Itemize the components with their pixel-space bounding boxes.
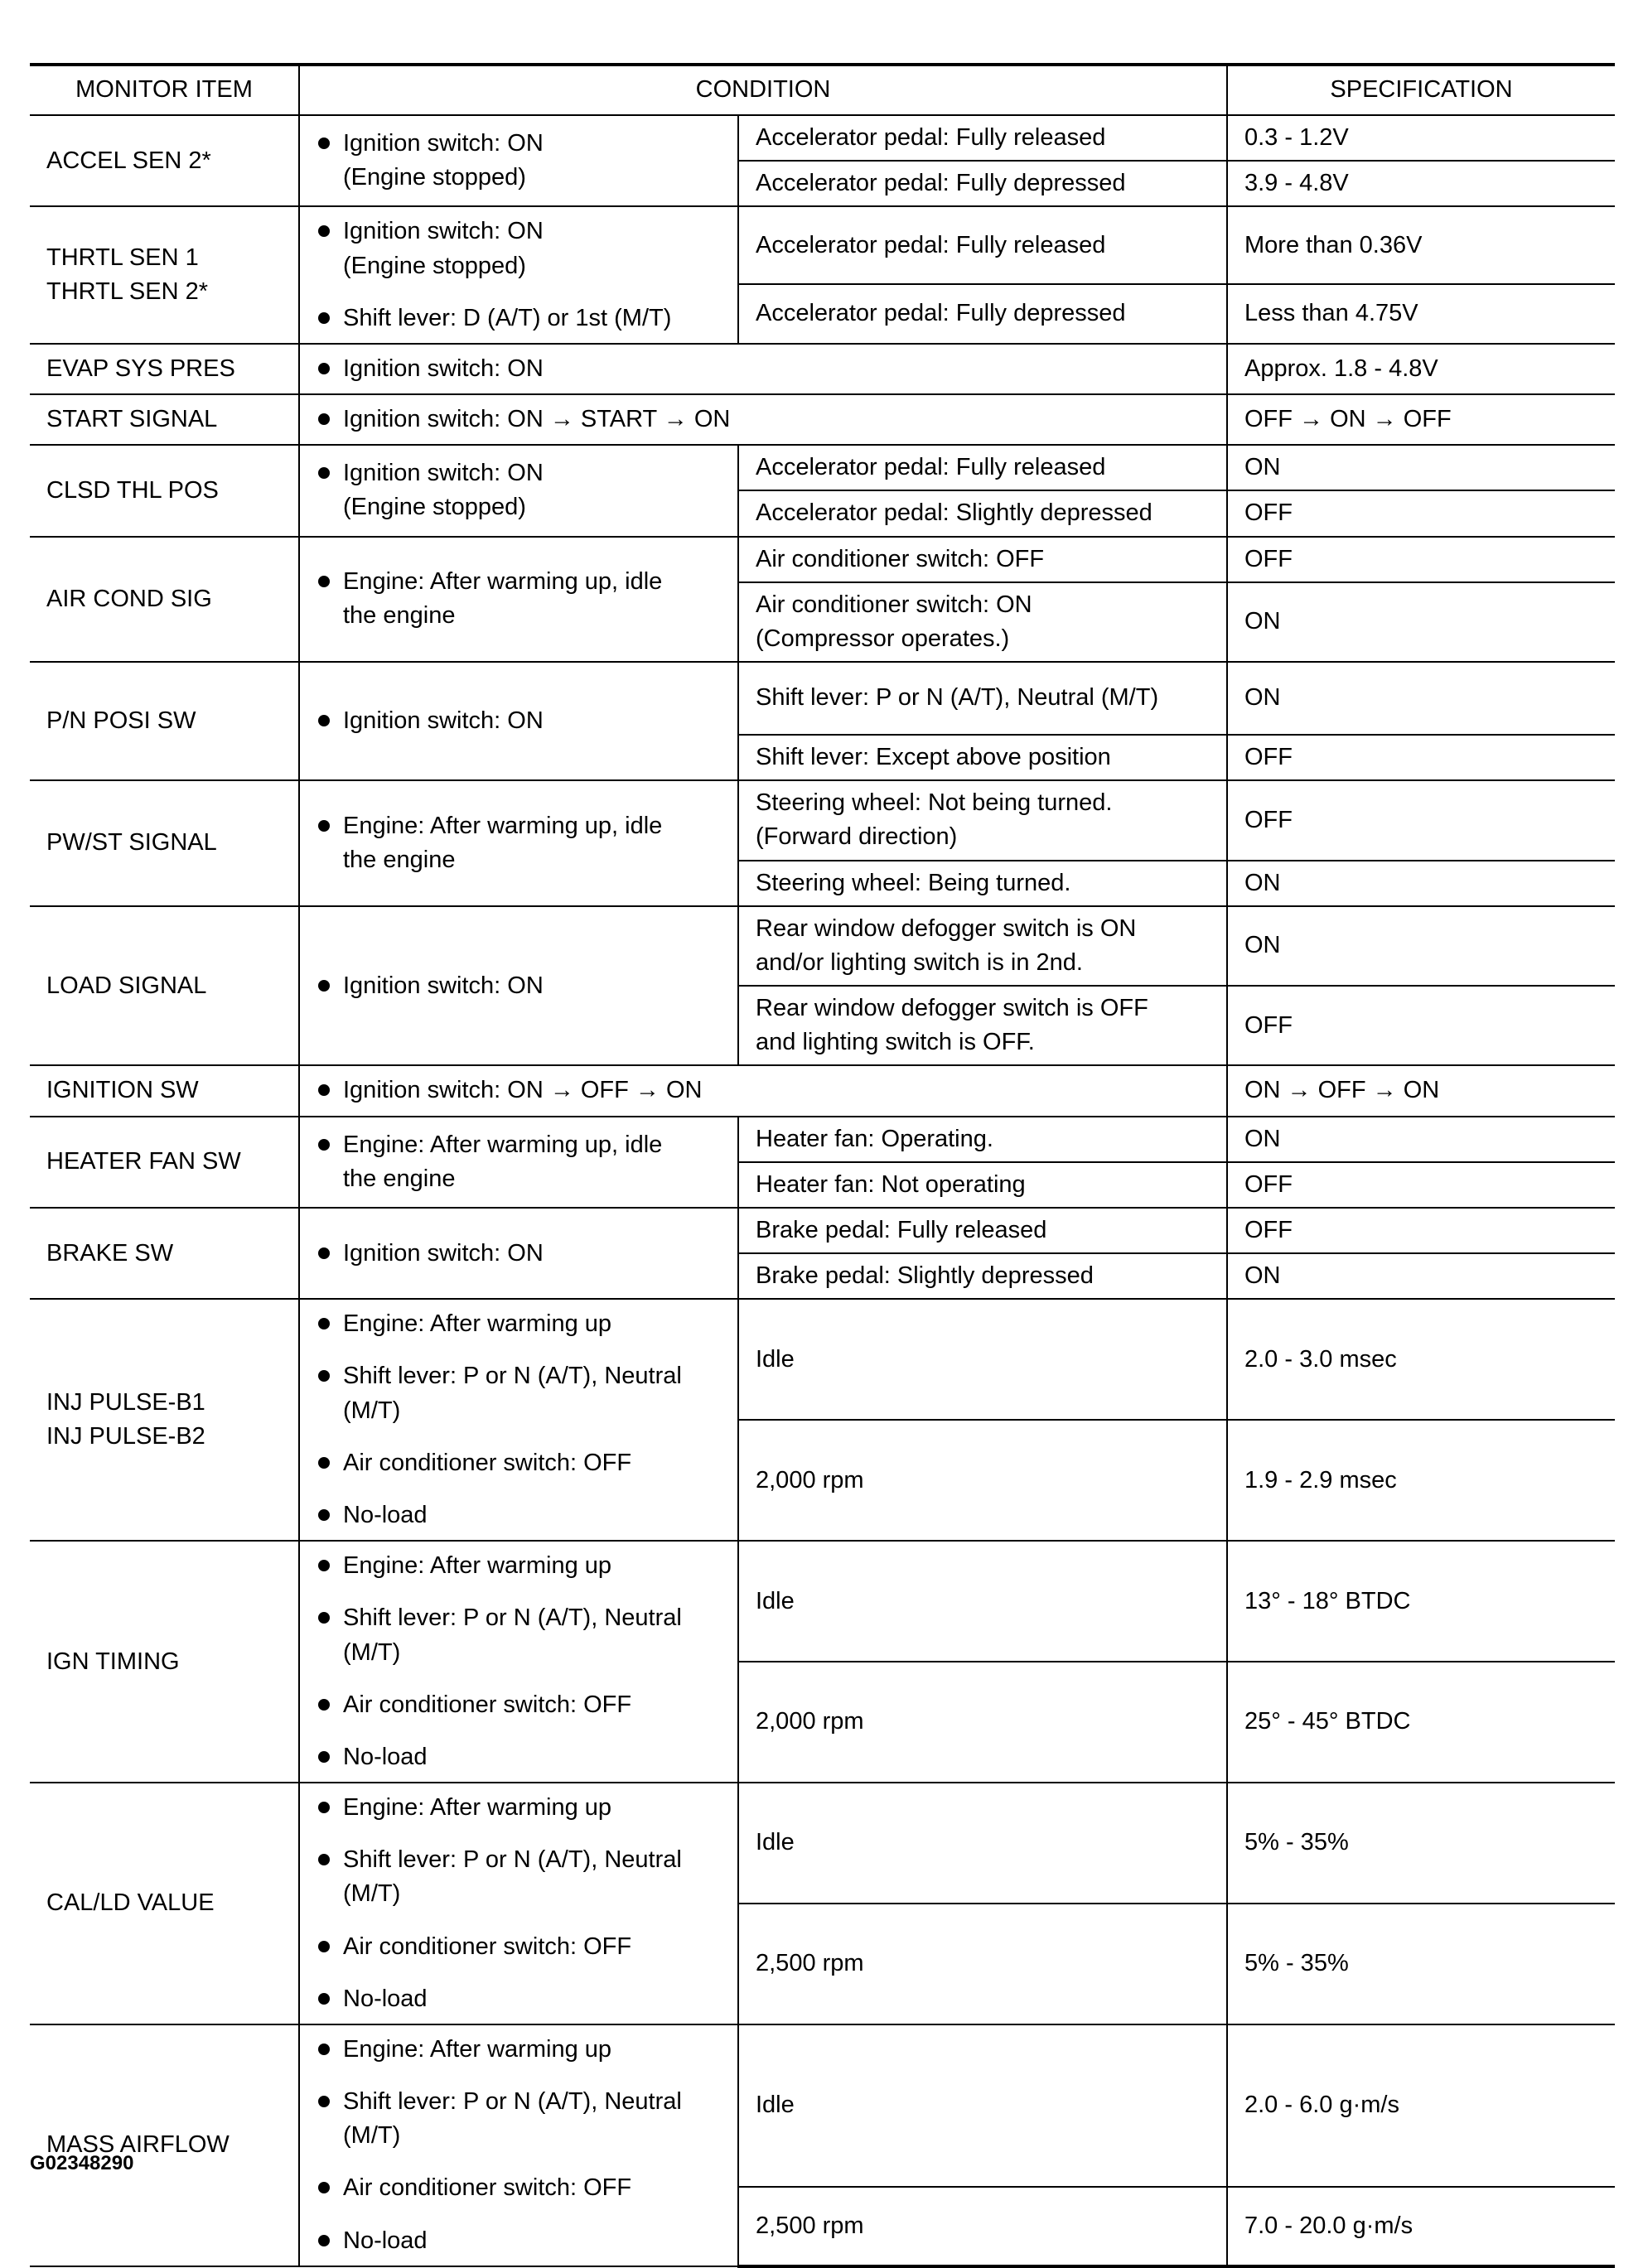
bullet-dot-icon [318,2235,330,2246]
monitor-item-cell [30,1208,299,1299]
sub-condition-cell: Heater fan: Not operating [738,1162,1227,1208]
specification-cell: 1.9 - 2.9 msec [1227,1420,1615,1541]
table-header-row [30,65,1615,115]
specification-cell: ON [1227,662,1615,735]
table-row [30,394,1615,445]
condition-bullet [317,1074,1210,1107]
specification-cell: 2.0 - 3.0 msec [1227,1299,1615,1420]
condition-bullet [317,302,721,335]
bullet-dot-icon [318,1247,330,1259]
monitor-item-cell [30,662,299,780]
bullet-dot-icon [318,1941,330,1952]
condition-text: Ignition switch: ON (Engine stopped) [343,130,544,191]
condition-text: Ignition switch: ON [343,355,544,382]
bullet-dot-icon [318,312,330,324]
specification-cell: OFF [1227,986,1615,1065]
table-row [30,1783,1615,1904]
sub-condition-cell: Steering wheel: Not being turned. (Forward direction) [738,780,1227,860]
specification-cell: OFF [1227,735,1615,780]
table-row [30,1208,1615,1253]
specification-cell: Less than 4.75V [1227,284,1615,344]
bullet-dot-icon [318,1699,330,1711]
condition-text: Air conditioner switch: OFF [343,1449,632,1476]
header-specification: SPECIFICATION [1227,65,1615,115]
condition-cell [299,206,738,344]
condition-bullet [317,1446,721,1480]
condition-bullet [317,1982,721,2016]
sub-condition-cell: Rear window defogger switch is ON and/or lighting switch is in 2nd. [738,906,1227,986]
specification-cell: ON [1227,906,1615,986]
specification-cell: ON [1227,861,1615,906]
monitor-item-cell [30,1299,299,1541]
condition-text: Engine: After warming up, idle the engine [343,812,663,873]
figure-id: G02348290 [30,2152,134,2174]
bullet-dot-icon [318,138,330,149]
condition-cell [299,1299,738,1541]
sub-condition-cell: Brake pedal: Fully released [738,1208,1227,1253]
bullet-dot-icon [318,2096,330,2107]
bullet-dot-icon [318,1318,330,1329]
table-row [30,2024,1615,2187]
condition-bullet [317,1930,721,1964]
table-row [30,115,1615,161]
header-monitor-item: MONITOR ITEM [30,65,299,115]
condition-text: Ignition switch: ON → START → ON [343,406,731,433]
condition-bullet [317,2171,721,2205]
bullet-dot-icon [318,576,330,587]
sub-condition-cell: 2,000 rpm [738,1420,1227,1541]
condition-text: Ignition switch: ON (Engine stopped) [343,460,544,521]
table-row [30,662,1615,735]
monitor-item-name: MASS AIRFLOW [46,2131,230,2159]
condition-cell [299,1208,738,1299]
table-row [30,1065,1615,1116]
sub-condition-cell: Air conditioner switch: OFF [738,537,1227,582]
monitor-item-cell [30,344,299,394]
condition-bullet [317,2033,721,2067]
specification-cell: 5% - 35% [1227,1904,1615,2024]
sub-condition-cell: Idle [738,2024,1227,2187]
header-condition: CONDITION [299,65,1227,115]
sub-condition-cell: Accelerator pedal: Fully released [738,206,1227,284]
condition-cell [299,445,738,536]
monitor-item-name: INJ PULSE-B2 [46,1423,205,1450]
condition-cell [299,1117,738,1208]
specification-cell: ON → OFF → ON [1227,1065,1615,1116]
bullet-dot-icon [318,1457,330,1469]
condition-bullet [317,2085,721,2153]
condition-bullet [317,1128,721,1196]
specification-cell: 3.9 - 4.8V [1227,161,1615,206]
condition-cell [299,1783,738,2024]
condition-text: No-load [343,1743,428,1770]
monitor-item-cell [30,206,299,344]
sub-condition-cell: Brake pedal: Slightly depressed [738,1253,1227,1299]
condition-bullet [317,1498,721,1532]
monitor-item-name: START SIGNAL [46,406,218,433]
condition-text: Air conditioner switch: OFF [343,1691,632,1718]
condition-bullet [317,2224,721,2258]
bullet-dot-icon [318,715,330,726]
condition-text: Ignition switch: ON [343,707,544,735]
condition-bullet [317,1549,721,1583]
bullet-dot-icon [318,1509,330,1521]
condition-text: Shift lever: D (A/T) or 1st (M/T) [343,304,672,331]
condition-text: Shift lever: P or N (A/T), Neutral (M/T) [343,1846,682,1908]
bullet-dot-icon [318,2182,330,2193]
bullet-dot-icon [318,1560,330,1571]
bullet-dot-icon [318,1370,330,1382]
monitor-item-name: CAL/LD VALUE [46,1889,215,1917]
condition-text: Engine: After warming up [343,1310,612,1338]
specification-cell: 7.0 - 20.0 g·m/s [1227,2187,1615,2266]
monitor-item-cell [30,906,299,1066]
monitor-item-name: THRTL SEN 2* [46,278,208,306]
condition-text: No-load [343,2227,428,2254]
bullet-dot-icon [318,225,330,237]
table-row [30,1299,1615,1420]
condition-bullet [317,456,721,524]
bullet-dot-icon [318,1802,330,1813]
monitor-item-name: IGN TIMING [46,1648,180,1675]
monitor-item-cell [30,537,299,663]
condition-text: Engine: After warming up, idle the engine [343,568,663,630]
bullet-dot-icon [318,413,330,425]
condition-text: Shift lever: P or N (A/T), Neutral (M/T) [343,1363,682,1424]
monitor-item-name: P/N POSI SW [46,707,196,735]
sub-condition-cell: Accelerator pedal: Fully depressed [738,284,1227,344]
bullet-dot-icon [318,1139,330,1151]
condition-bullet [317,1237,721,1271]
specification-cell: Approx. 1.8 - 4.8V [1227,344,1615,394]
condition-text: Engine: After warming up, idle the engine [343,1131,663,1192]
condition-text: Shift lever: P or N (A/T), Neutral (M/T) [343,2088,682,2150]
condition-text: Ignition switch: ON → OFF → ON [343,1077,703,1104]
specification-cell: ON [1227,1253,1615,1299]
table-row [30,1541,1615,1662]
specification-cell: OFF → ON → OFF [1227,394,1615,445]
condition-bullet [317,127,721,195]
condition-bullet [317,352,1210,386]
bullet-dot-icon [318,363,330,374]
sub-condition-cell: 2,500 rpm [738,1904,1227,2024]
condition-bullet [317,1688,721,1722]
bullet-dot-icon [318,1751,330,1763]
bullet-dot-icon [318,980,330,992]
specification-cell: 25° - 45° BTDC [1227,1662,1615,1783]
sub-condition-cell: Accelerator pedal: Slightly depressed [738,490,1227,536]
sub-condition-cell: Accelerator pedal: Fully depressed [738,161,1227,206]
specification-cell: More than 0.36V [1227,206,1615,284]
sub-condition-cell: Air conditioner switch: ON (Compressor operates.) [738,582,1227,662]
condition-text: Engine: After warming up [343,1794,612,1822]
table-row [30,906,1615,986]
table-row [30,445,1615,490]
monitor-item-name: IGNITION SW [46,1077,199,1104]
condition-cell [299,2024,738,2266]
table-row [30,344,1615,394]
monitor-item-name: AIR COND SIG [46,585,212,612]
bullet-dot-icon [318,1084,330,1096]
sub-condition-cell: Shift lever: Except above position [738,735,1227,780]
specification-cell: OFF [1227,537,1615,582]
monitor-item-cell [30,1065,299,1116]
condition-text: Air conditioner switch: OFF [343,1933,632,1960]
specification-cell: 0.3 - 1.2V [1227,115,1615,161]
sub-condition-cell: Steering wheel: Being turned. [738,861,1227,906]
condition-cell [299,394,1227,445]
condition-text: No-load [343,1985,428,2012]
sub-condition-cell: Idle [738,1299,1227,1420]
sub-condition-cell: Heater fan: Operating. [738,1117,1227,1162]
sub-condition-cell: Accelerator pedal: Fully released [738,115,1227,161]
condition-cell [299,1541,738,1783]
condition-text: Engine: After warming up [343,1552,612,1580]
monitor-item-name: BRAKE SW [46,1239,174,1267]
monitor-item-name: CLSD THL POS [46,476,219,504]
condition-text: Ignition switch: ON [343,972,544,999]
monitor-item-cell [30,780,299,906]
condition-bullet [317,403,1210,437]
condition-bullet [317,1601,721,1669]
condition-text: Shift lever: P or N (A/T), Neutral (M/T) [343,1604,682,1666]
condition-bullet [317,565,721,633]
condition-cell [299,344,1227,394]
monitor-item-cell [30,394,299,445]
condition-cell [299,906,738,1066]
condition-bullet [317,809,721,877]
monitor-item-name: HEATER FAN SW [46,1148,241,1175]
monitor-item-name: THRTL SEN 1 [46,244,199,271]
table-row [30,780,1615,860]
condition-bullet [317,1359,721,1427]
condition-cell [299,115,738,206]
monitor-item-cell [30,445,299,536]
condition-bullet [317,704,721,738]
bullet-dot-icon [318,820,330,832]
table-row [30,1117,1615,1162]
condition-bullet [317,969,721,1003]
bullet-dot-icon [318,1993,330,2005]
sub-condition-cell: Idle [738,1541,1227,1662]
sub-condition-cell: 2,500 rpm [738,2187,1227,2266]
condition-cell [299,1065,1227,1116]
condition-bullet [317,1791,721,1825]
monitor-item-name: LOAD SIGNAL [46,972,207,999]
condition-cell [299,780,738,906]
bullet-dot-icon [318,1612,330,1624]
sub-condition-cell: Idle [738,1783,1227,1904]
specification-cell: 5% - 35% [1227,1783,1615,1904]
sub-condition-cell: Rear window defogger switch is OFF and lighting switch is OFF. [738,986,1227,1065]
condition-cell [299,662,738,780]
condition-cell [299,537,738,663]
monitor-item-cell [30,1541,299,1783]
sub-condition-cell: 2,000 rpm [738,1662,1227,1783]
monitor-item-cell [30,1117,299,1208]
table-row [30,537,1615,582]
table-row [30,206,1615,284]
monitor-item-name: PW/ST SIGNAL [46,829,217,857]
monitor-item-name: ACCEL SEN 2* [46,147,211,174]
specification-cell: OFF [1227,1208,1615,1253]
condition-bullet [317,1307,721,1341]
sub-condition-cell: Shift lever: P or N (A/T), Neutral (M/T) [738,662,1227,735]
monitor-item-name: INJ PULSE-B1 [46,1389,205,1416]
specification-cell: OFF [1227,1162,1615,1208]
condition-text: Engine: After warming up [343,2035,612,2063]
condition-bullet [317,215,721,282]
monitor-item-cell [30,2024,299,2266]
bullet-dot-icon [318,467,330,479]
specification-cell: 2.0 - 6.0 g·m/s [1227,2024,1615,2187]
monitor-item-cell [30,115,299,206]
condition-bullet [317,1843,721,1911]
condition-bullet [317,1740,721,1774]
condition-text: Ignition switch: ON (Engine stopped) [343,218,544,279]
condition-text: Ignition switch: ON [343,1239,544,1267]
specification-cell: OFF [1227,780,1615,860]
specification-cell: ON [1227,445,1615,490]
condition-text: No-load [343,1501,428,1528]
specification-cell: 13° - 18° BTDC [1227,1541,1615,1662]
monitor-item-name: EVAP SYS PRES [46,355,235,382]
bullet-dot-icon [318,2044,330,2055]
monitor-spec-table [30,63,1615,2268]
monitor-item-cell [30,1783,299,2024]
condition-text: Air conditioner switch: OFF [343,2174,632,2202]
specification-cell: ON [1227,582,1615,662]
sub-condition-cell: Accelerator pedal: Fully released [738,445,1227,490]
specification-cell: ON [1227,1117,1615,1162]
bullet-dot-icon [318,1854,330,1865]
specification-cell: OFF [1227,490,1615,536]
